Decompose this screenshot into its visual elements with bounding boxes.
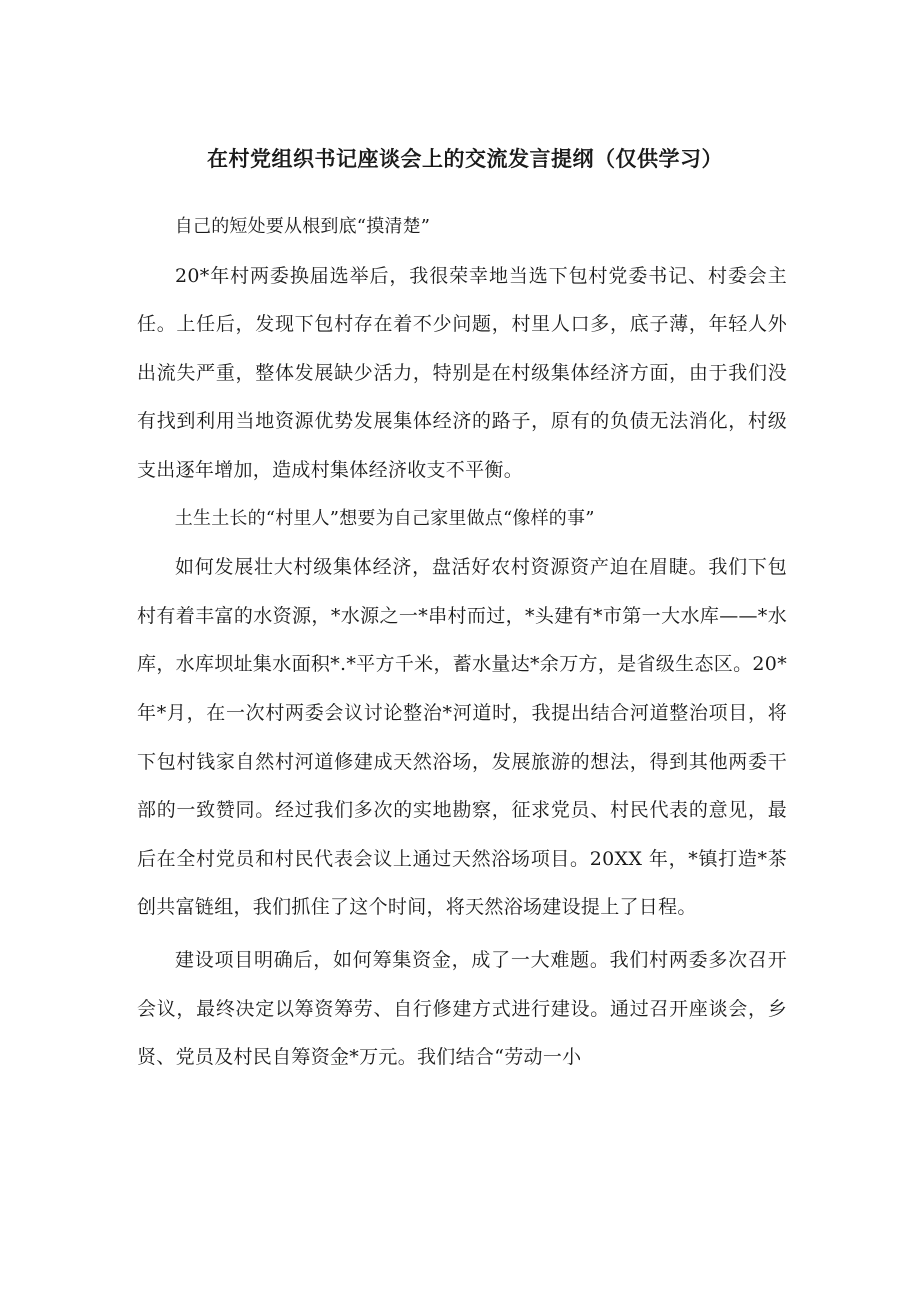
- paragraph-3: 建设项目明确后，如何筹集资金，成了一大难题。我们村两委多次召开会议，最终决定以筹资筹劳、自行修建方式进行建设。通过召开座谈会，乡贤、党员及村民自筹资金*万元。我们结合“劳动一小: [137, 948, 787, 1069]
- paragraph-1: 20*年村两委换届选举后，我很荣幸地当选下包村党委书记、村委会主任。上任后，发现下包村存在着不少问题，村里人口多，底子薄，年轻人外出流失严重，整体发展缺少活力，特别是在村级集体经济方面，由于我们没有找到利用当地资源优势发展集体经济的路子，原有的负债无法消化，村级支出逐年增加，造成村集体经济收支不平衡。: [137, 264, 787, 481]
- section-heading-1: 自己的短处要从根到底“摸清楚”: [174, 216, 431, 237]
- document-body: [137, 203, 787, 1082]
- section-heading-2: 土生土长的“村里人”想要为自己家里做点“像样的事”: [174, 507, 595, 529]
- document-title: 在村党组织书记座谈会上的交流发言提纲（仅供学习）: [207, 147, 723, 171]
- paragraph-2: 如何发展壮大村级集体经济，盘活好农村资源资产迫在眉睫。我们下包村有着丰富的水资源，*水源之一*串村而过，*头建有*市第一大水库——*水库，水库坝址集水面积*.*平方千米，蓄水量达*余万方，是省级生态区。20*年*月，在一次村两委会议讨论整治*河道时，我提出结合河道整治项目，将下包村钱家自然村河道修建成天然浴场，发展旅游的想法，得到其他两委干部的一致赞同。经过我们多次的实地勘察，征求党员、村民代表的意见，最后在全村党员和村民代表会议上通过天然浴场项目。20XX 年，*镇打造*茶创共富链组，我们抓住了这个时间，将天然浴场建设提上了日程。: [137, 556, 787, 919]
